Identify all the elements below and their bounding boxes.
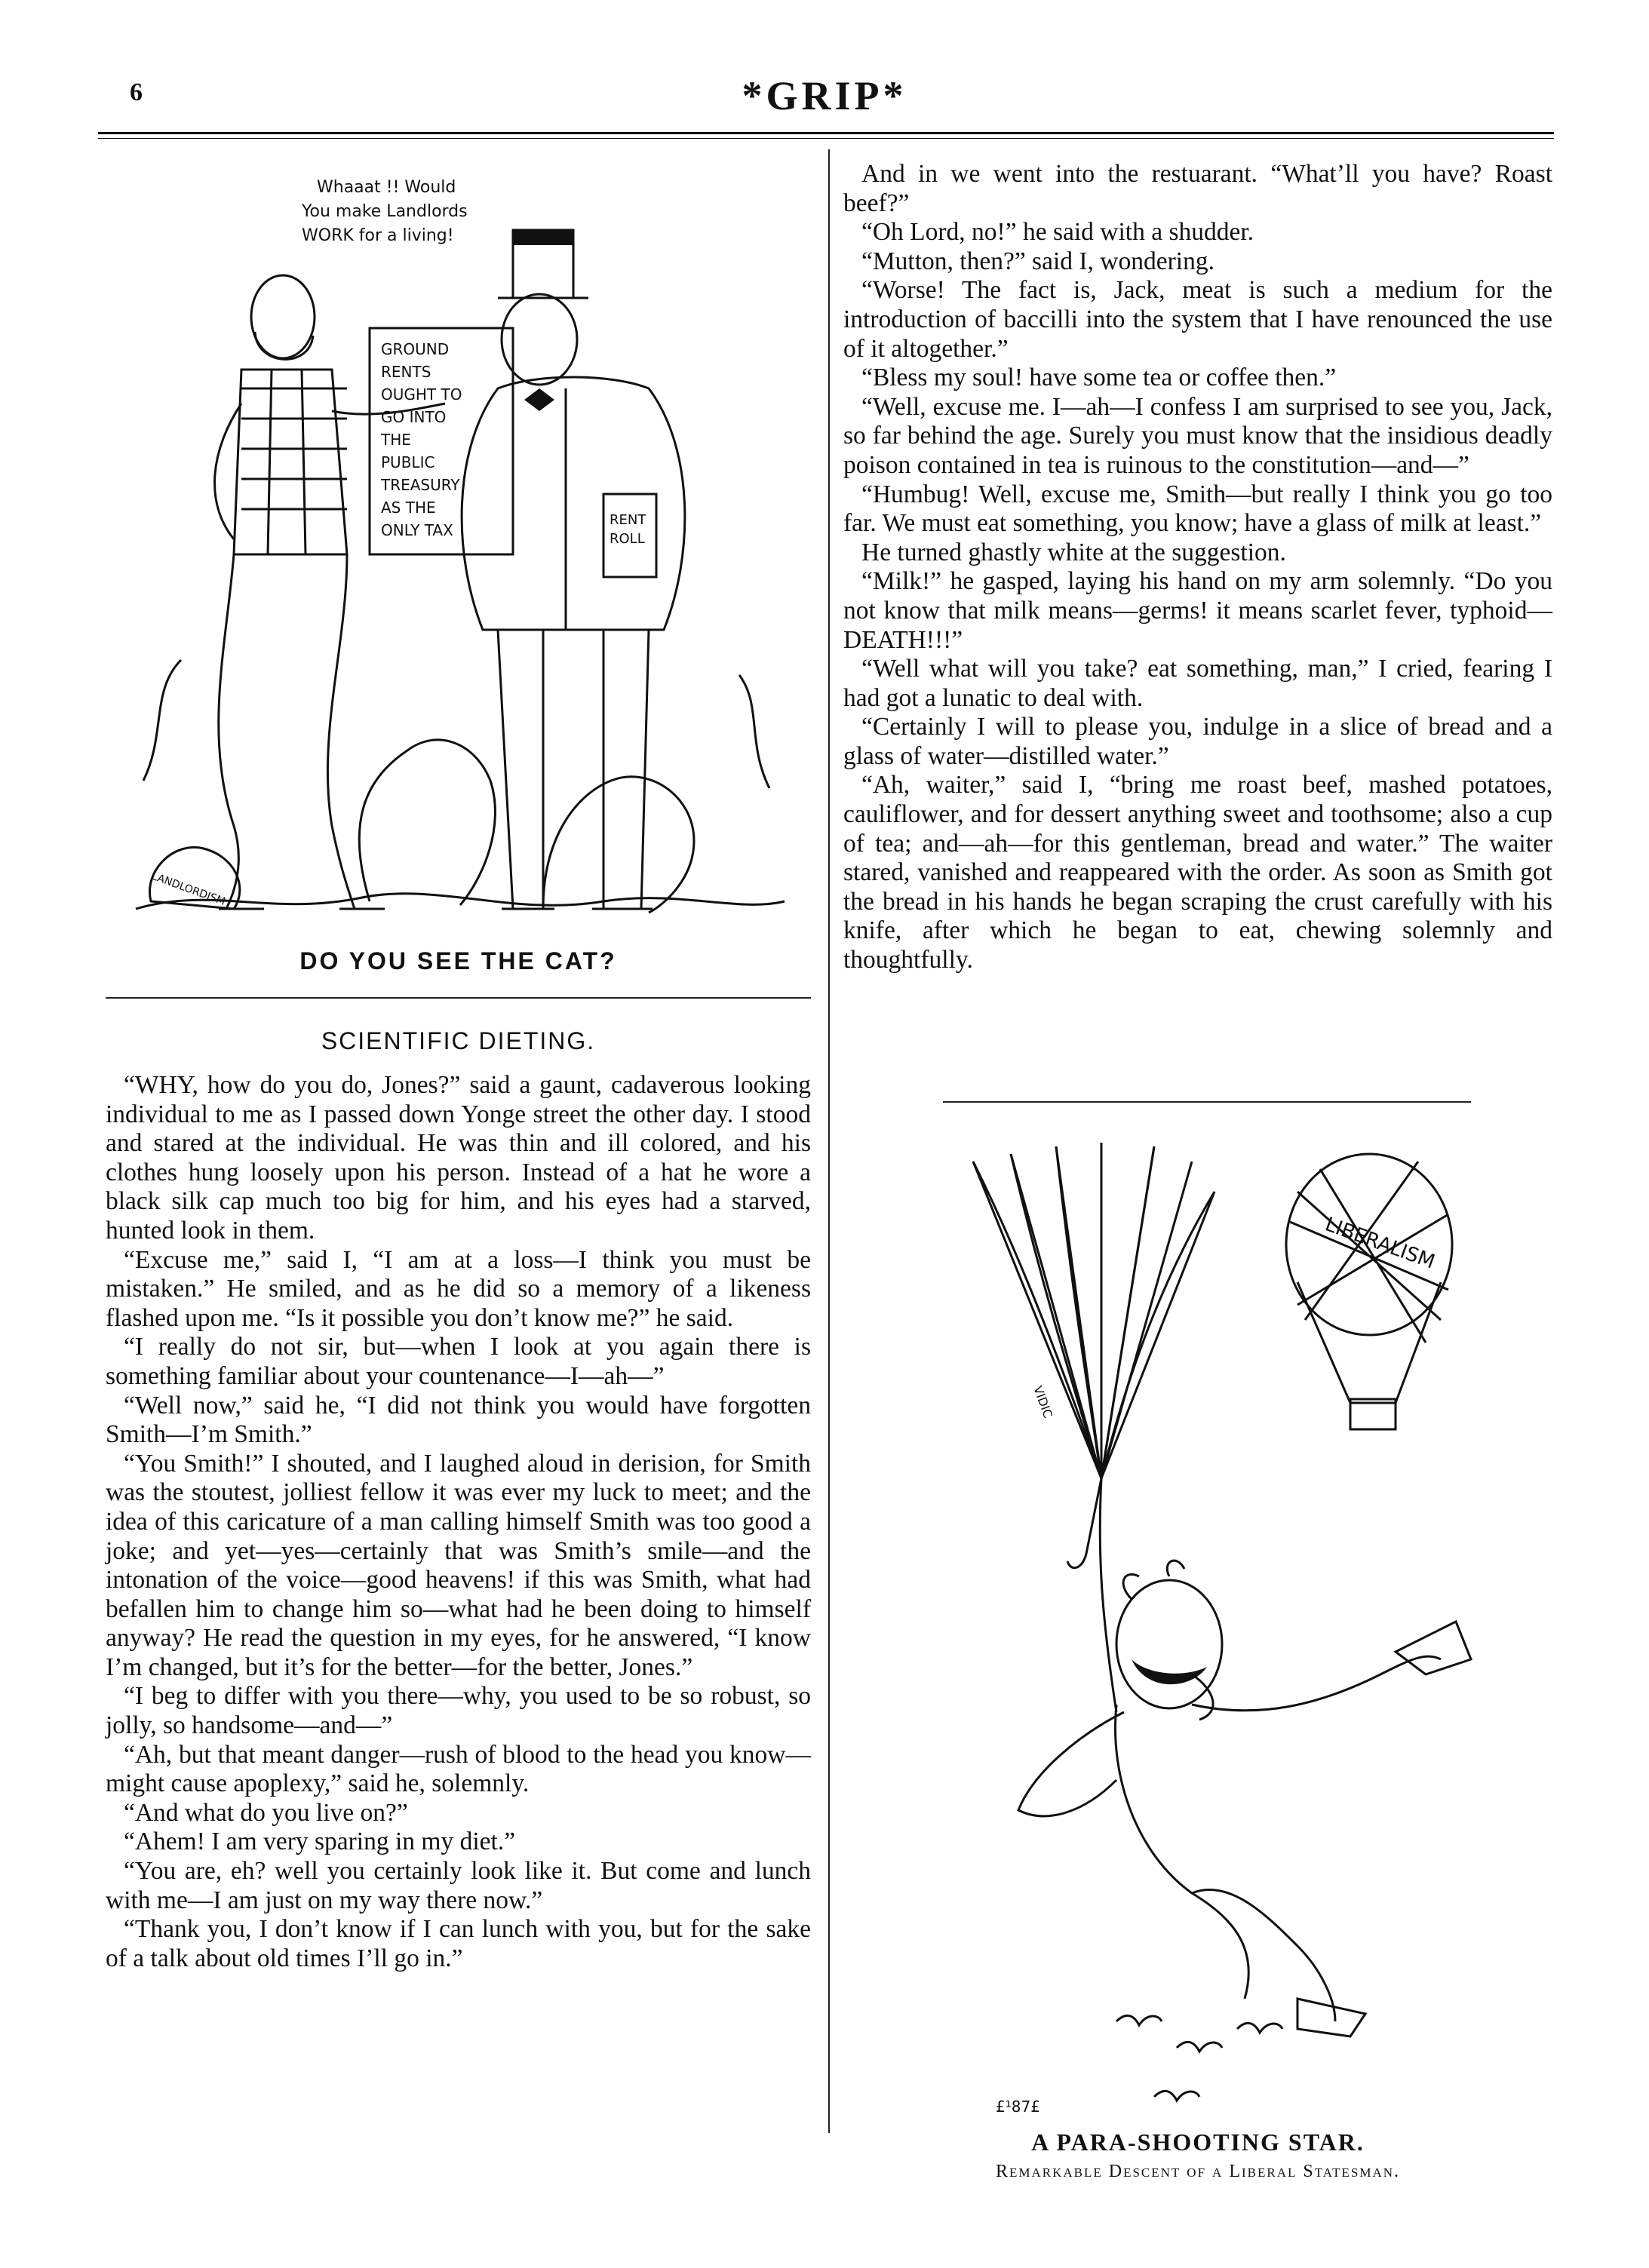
sign-line: OUGHT TO [381,385,462,404]
cartoon-landlord-drawing [121,162,800,931]
speech-line-3: WORK for a living! [302,226,454,245]
sign-line: AS THE [381,499,436,517]
paragraph: “Ahem! I am very sparing in my diet.” [124,1828,516,1856]
section-rule [106,997,811,999]
paragraph: “Milk!” he gasped, laying his hand on my arm solemnly. “Do you not know that milk means—germs! it means scarlet fever, typhoid—DEATH!!!” [843,567,1552,654]
header-rule-thin [98,138,1554,139]
sign-line: GO INTO [381,408,447,426]
pocket-label-1: RENT [610,512,646,528]
section-rule [943,1101,1471,1103]
paragraph: “And what do you live on?” [124,1798,408,1827]
sign-line: RENTS [381,363,431,381]
paragraph: “Mutton, then?” said I, wondering. [861,247,1214,275]
paragraph: “Well now,” said he, “I did not think you would have forgotten Smith—I’m Smith.” [106,1391,811,1449]
cartoon-parachute-drawing [943,1131,1516,2127]
header-rule [98,132,1554,134]
cartoon-landlord [121,162,800,931]
paragraph: “Oh Lord, no!” he said with a shudder. [861,218,1254,247]
masthead-title: *GRIP* [742,73,907,118]
artist-signature: £¹87£ [996,2098,1040,2116]
paragraph: “WHY, how do you do, Jones?” said a gaunt, cadaverous looking individual to me as I passed down Yonge street the other day. I stood and stared at the individual. He was thin and ill colored, and his clothes hung loosely upon his person. Instead of a hat he wore a black silk cap much too big for him, and his eyes had a starved, hunted look in them. [106,1071,811,1244]
paragraph: “Bless my soul! have some tea or coffee then.” [861,364,1337,392]
paragraph: “I beg to differ with you there—why, you used to be so robust, so jolly, so handsome—and—” [106,1682,811,1740]
paragraph: “Humbug! Well, excuse me, Smith—but really I think you go too far. We must eat something, you know; have a glass of milk at least.” [843,480,1552,538]
speech-line-1: Whaaat !! Would [317,178,456,197]
parachute-label: VIDIC [1030,1383,1056,1420]
page-number: 6 [130,78,143,106]
cat-label: LANDLORDISM [149,870,227,908]
speech-line-2: You make Landlords [302,202,468,221]
paragraph: “Well what will you take? eat something, man,” I cried, fearing I had got a lunatic to deal with. [843,655,1552,712]
paragraph: “Excuse me,” said I, “I am at a loss—I think you must be mistaken.” He smiled, and as he did so a memory of a likeness flashed upon me. “Is it possible you don’t know me?” he said. [106,1245,811,1332]
article-title: SCIENTIFIC DIETING. [321,1027,596,1054]
cartoon-caption-subtitle: Remarkable Descent of a Liberal Statesman. [995,2162,1401,2181]
sign-line: GROUND [381,340,450,358]
paragraph: He turned ghastly white at the suggestion. [861,538,1286,566]
paragraph: “I really do not sir, but—when I look at you again there is something familiar about your countenance—I—ah—” [106,1333,811,1390]
sign-line: THE [381,431,411,449]
paragraph: “You are, eh? well you certainly look like it. But come and lunch with me—I am just on my way there now.” [106,1857,811,1914]
paragraph: “Ah, waiter,” said I, “bring me roast beef, mashed potatoes, cauliflower, and for dessert anything sweet and toothsome; also a cup of tea; and—ah—for this gentleman, bread and water.” The waiter stared, vanished and reappeared with the order. As soon as Smith got the bread in his hands he began scraping the crust carefully with his knife, after which he began to eat, chewing solemnly and thoughtfully. [843,771,1552,974]
paragraph: “Worse! The fact is, Jack, meat is such a medium for the introduction of baccilli into the system that I have renounced the use of it altogether.” [843,276,1552,363]
pocket-label-2: ROLL [610,531,645,547]
column-divider [828,149,830,2133]
cartoon-caption-title: A PARA-SHOOTING STAR. [1031,2128,1365,2156]
paragraph: “Thank you, I don’t know if I can lunch with you, but for the sake of a talk about old times I’ll go in.” [106,1915,811,1972]
sign-line: TREASURY [381,476,460,494]
paragraph: “You Smith!” I shouted, and I laughed aloud in derision, for Smith was the stoutest, jolliest fellow it was ever my luck to meet; and the idea of this caricature of a man calling himself Smith was too good a joke; and yet—yes—certainly that was Smith’s smile—and the intonation of the voice—good heavens! if this was Smith, what had befallen him to change him so—what had he been doing to himself anyway? He read the question in my eyes, for he answered, “I know I’m changed, but it’s for the better—for the better, Jones.” [106,1449,811,1681]
article-right-column [843,160,1552,975]
sign-line: ONLY TAX [381,521,453,539]
cartoon-parachute [943,1131,1516,2127]
paragraph: “Certainly I will to please you, indulge in a slice of bread and a glass of water—distilled water.” [843,713,1552,770]
paragraph: And in we went into the restuarant. “What’ll you have? Roast beef?” [843,160,1552,217]
sign-line: PUBLIC [381,453,435,471]
paragraph: “Well, excuse me. I—ah—I confess I am surprised to see you, Jack, so far behind the age. Surely you must know that the insidious deadly poison contained in tea is ruinous to the constitution—and—” [843,392,1552,479]
sign-text [380,340,462,539]
paragraph: “Ah, but that meant danger—rush of blood to the head you know—might cause apoplexy,” said he, solemnly. [106,1740,811,1798]
article-left-column [106,1071,811,1973]
balloon-label: LIBERALISM [1322,1213,1438,1274]
cartoon-caption: DO YOU SEE THE CAT? [299,947,617,974]
